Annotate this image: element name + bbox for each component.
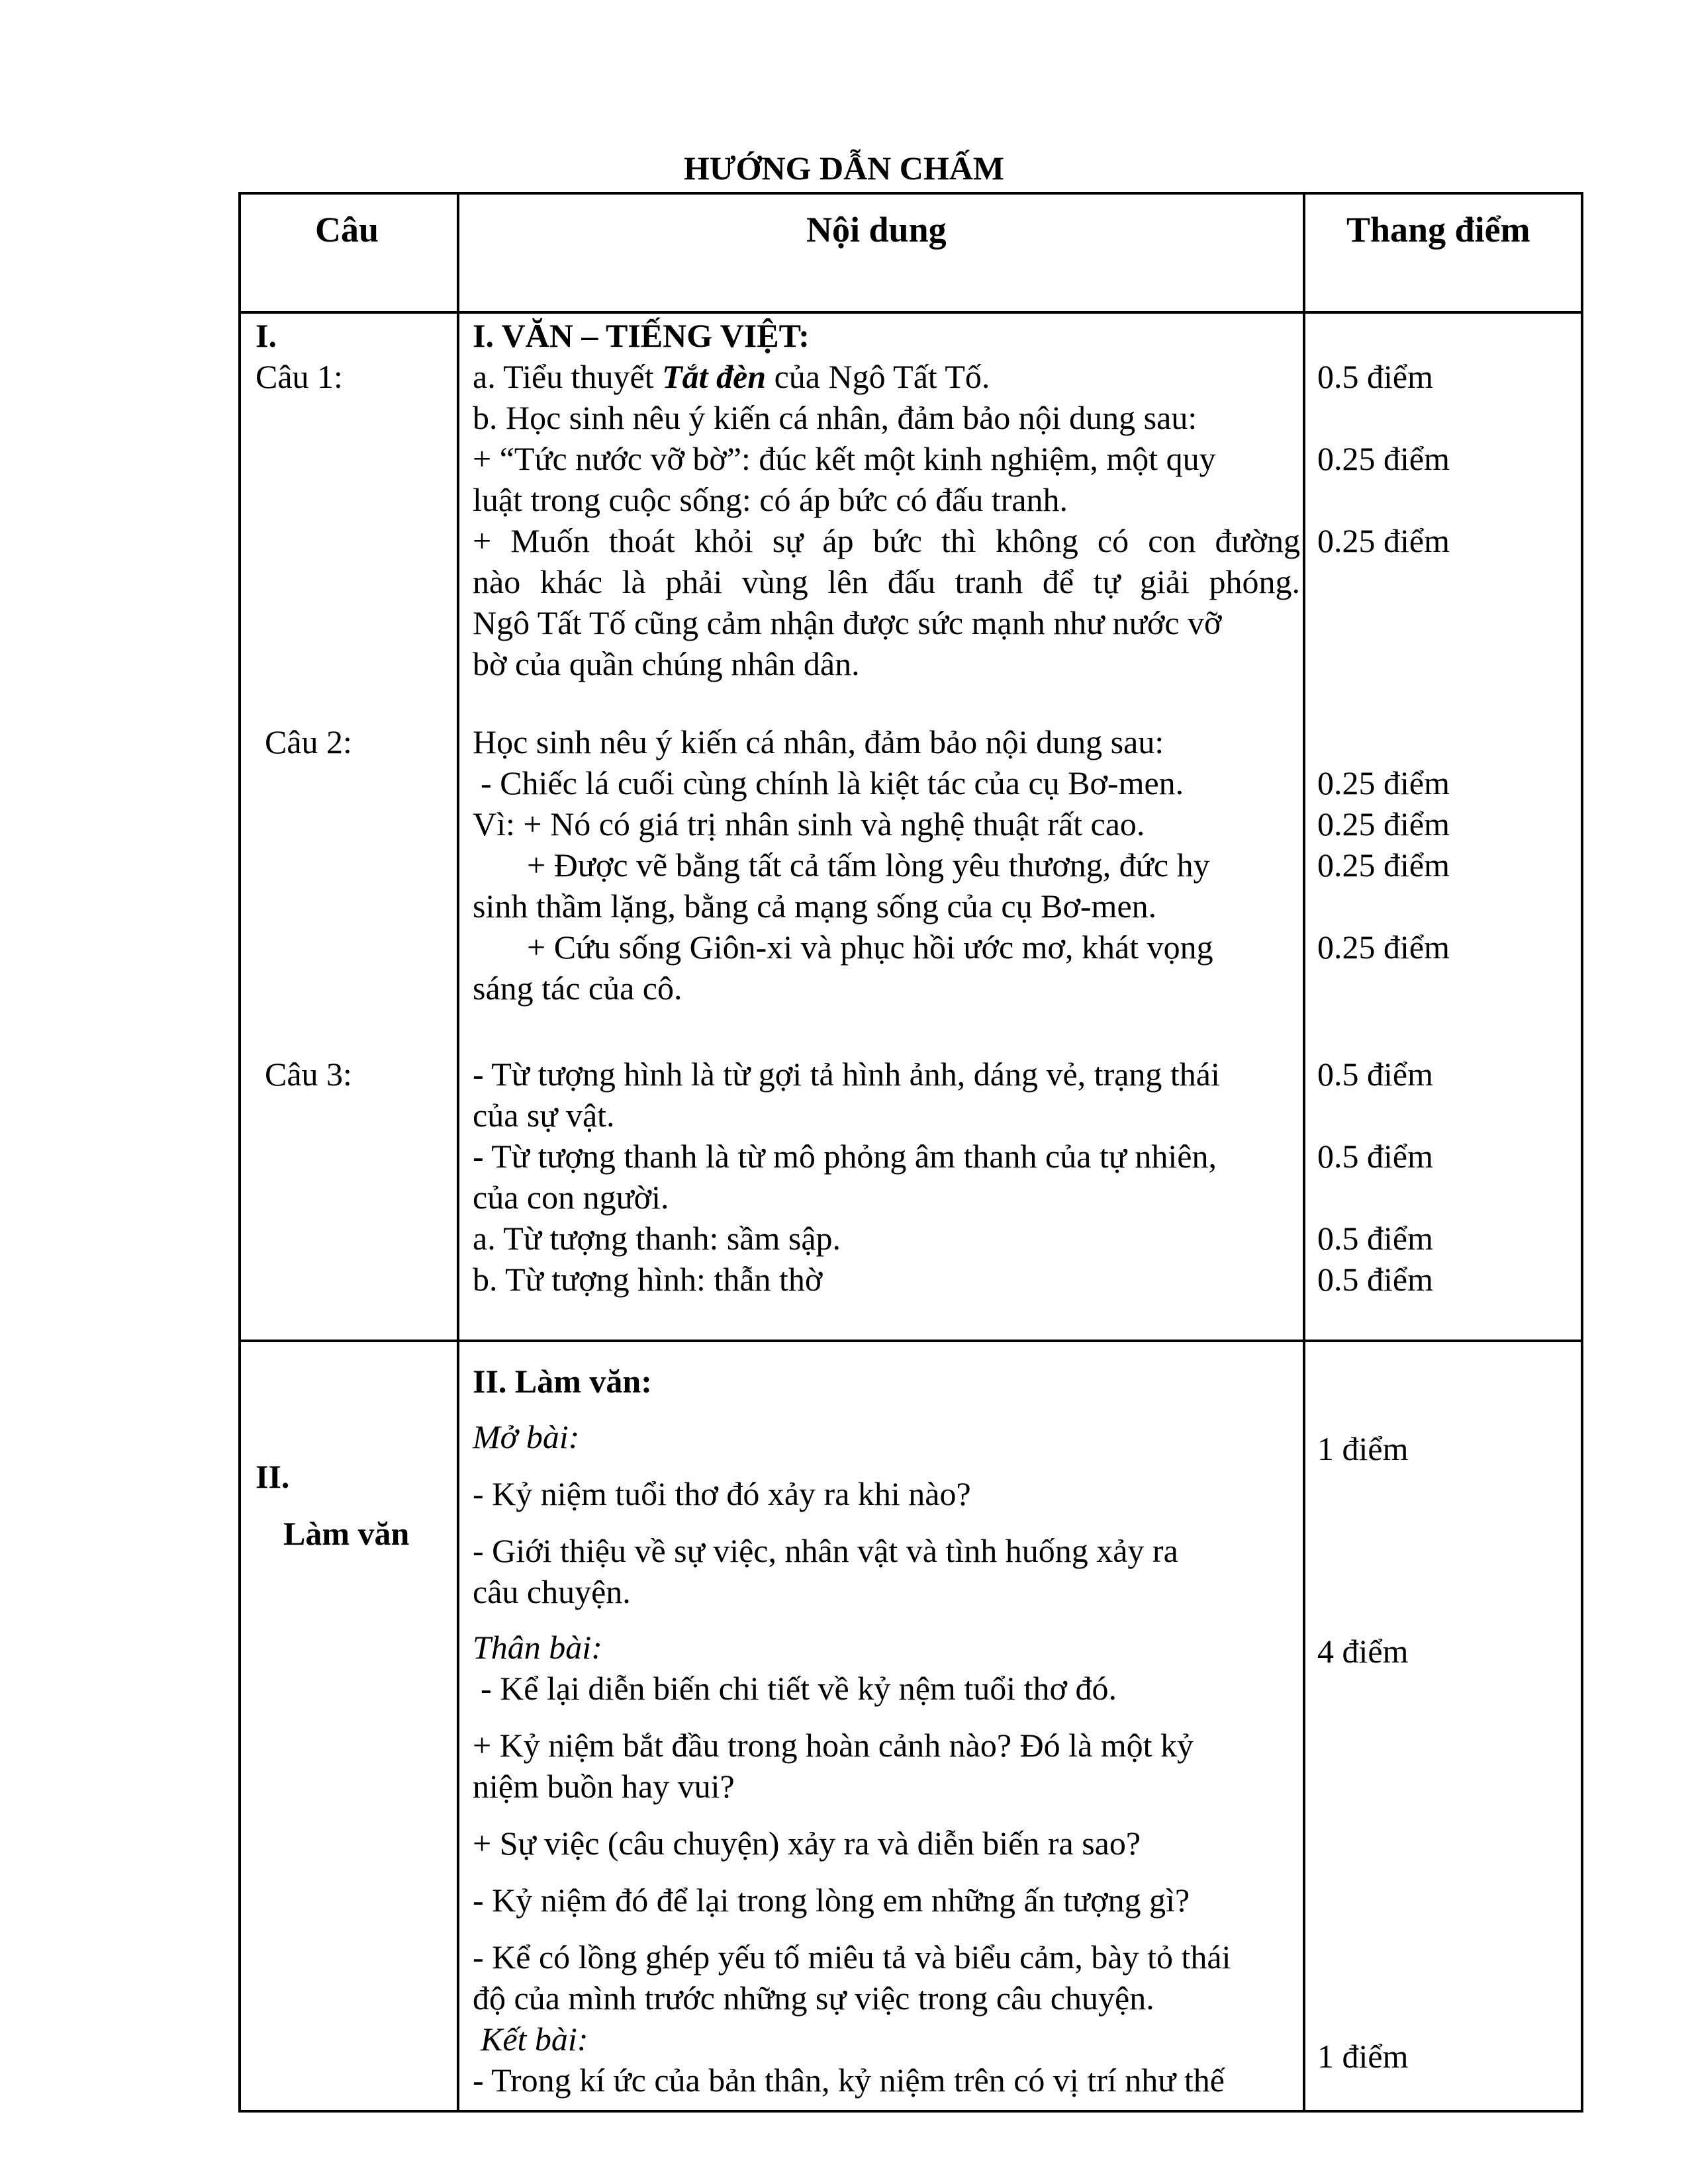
table-line xyxy=(238,2110,1583,2113)
score: 0.5 điểm xyxy=(1317,358,1433,395)
content-line: - Trong kí ức của bản thân, kỷ niệm trên có vị trí như thế xyxy=(473,2062,1225,2099)
part2-heading: II. Làm văn: xyxy=(473,1363,652,1400)
content-line: Học sinh nêu ý kiến cá nhân, đảm bảo nội dung sau: xyxy=(473,723,1164,760)
content-line: b. Từ tượng hình: thẫn thờ xyxy=(473,1261,823,1298)
question-2-label: Câu 2: xyxy=(265,723,352,760)
content-line: - Kỷ niệm tuổi thơ đó xảy ra khi nào? xyxy=(473,1475,971,1512)
header-thang-diem: Thang điểm xyxy=(1346,210,1530,250)
content-line: + “Tức nước vỡ bờ”: đúc kết một kinh nghiệm, một quy xyxy=(473,440,1216,477)
content-line: Vì: + Nó có giá trị nhân sinh và nghệ thuật rất cao. xyxy=(473,805,1145,842)
score: 1 điểm xyxy=(1317,2038,1409,2075)
content-line: niệm buồn hay vui? xyxy=(473,1768,735,1805)
content-line: của sự vật. xyxy=(473,1097,615,1134)
score: 0.5 điểm xyxy=(1317,1138,1433,1175)
page-title: HƯỚNG DẪN CHẤM xyxy=(683,150,1005,187)
score: 0.25 điểm xyxy=(1317,522,1450,559)
content-line: câu chuyện. xyxy=(473,1573,631,1610)
score: 0.25 điểm xyxy=(1317,846,1450,884)
content-line: sinh thầm lặng, bằng cả mạng sống của cụ Bơ-men. xyxy=(473,887,1157,925)
part1-heading: I. VĂN – TIẾNG VIỆT: xyxy=(473,317,810,354)
content-line: của con người. xyxy=(473,1179,669,1216)
content-line: luật trong cuộc sống: có áp bức có đấu tranh. xyxy=(473,481,1068,518)
content-line: độ của mình trước những sự việc trong câu chuyện. xyxy=(473,1979,1154,2017)
than-bai-label: Thân bài: xyxy=(473,1629,602,1666)
table-line xyxy=(238,192,1583,195)
score: 0.25 điểm xyxy=(1317,440,1450,477)
table-line xyxy=(238,311,1583,314)
score: 0.5 điểm xyxy=(1317,1056,1433,1093)
header-noi-dung: Nội dung xyxy=(806,210,947,250)
content-line: + Cứu sống Giôn-xi và phục hồi ước mơ, khát vọng xyxy=(527,929,1213,966)
content-line: - Kể lại diễn biến chi tiết về kỷ nệm tuổi thơ đó. xyxy=(481,1670,1117,1707)
part2-sublabel: Làm văn xyxy=(283,1515,410,1552)
content-line: + Kỷ niệm bắt đầu trong hoàn cảnh nào? Đó là một kỷ xyxy=(473,1727,1194,1764)
score: 0.25 điểm xyxy=(1317,929,1450,966)
score: 1 điểm xyxy=(1317,1430,1409,1467)
content-line: - Từ tượng hình là từ gợi tả hình ảnh, dáng vẻ, trạng thái xyxy=(473,1056,1220,1093)
answer-1a-prefix: a. Tiểu thuyết xyxy=(473,358,663,395)
content-line: nào khác là phải vùng lên đấu tranh để tự giải phóng. xyxy=(473,563,1300,600)
content-line: - Giới thiệu về sự việc, nhân vật và tình huống xảy ra xyxy=(473,1532,1178,1569)
question-3-label: Câu 3: xyxy=(265,1056,352,1093)
ket-bai-label: Kết bài: xyxy=(481,2021,588,2058)
content-line: bờ của quần chúng nhân dân. xyxy=(473,645,860,682)
answer-1a xyxy=(473,356,990,397)
header-cau: Câu xyxy=(315,210,379,250)
content-line: - Kỷ niệm đó để lại trong lòng em những ấn tượng gì? xyxy=(473,1882,1190,1919)
content-line: + Muốn thoát khỏi sự áp bức thì không có con đường xyxy=(473,522,1300,559)
score: 4 điểm xyxy=(1317,1633,1409,1670)
score: 0.25 điểm xyxy=(1317,805,1450,842)
score: 0.25 điểm xyxy=(1317,764,1450,801)
table-line xyxy=(238,192,241,2113)
novel-title: Tắt đèn xyxy=(662,358,767,395)
content-line: b. Học sinh nêu ý kiến cá nhân, đảm bảo nội dung sau: xyxy=(473,399,1197,436)
content-line: Ngô Tất Tố cũng cảm nhận được sức mạnh như nước vỡ xyxy=(473,604,1222,641)
answer-1a-suffix: của Ngô Tất Tố. xyxy=(766,358,990,395)
question-1-label: Câu 1: xyxy=(256,358,343,395)
part1-label: I. xyxy=(256,317,277,354)
part2-label: II. xyxy=(256,1458,290,1495)
content-line: - Kể có lồng ghép yếu tố miêu tả và biểu cảm, bày tỏ thái xyxy=(473,1938,1231,1976)
score: 0.5 điểm xyxy=(1317,1261,1433,1298)
mo-bai-label: Mở bài: xyxy=(473,1418,580,1455)
score: 0.5 điểm xyxy=(1317,1220,1433,1257)
content-line: + Được vẽ bằng tất cả tấm lòng yêu thương, đức hy xyxy=(527,846,1210,884)
table-line xyxy=(1303,192,1305,2113)
content-line: - Chiếc lá cuối cùng chính là kiệt tác của cụ Bơ-men. xyxy=(481,764,1184,801)
table-line xyxy=(238,1340,1583,1342)
content-line: a. Từ tượng thanh: sầm sập. xyxy=(473,1220,841,1257)
table-line xyxy=(1581,192,1583,2113)
content-line: sáng tác của cô. xyxy=(473,970,682,1007)
table-line xyxy=(457,192,459,2113)
content-line: - Từ tượng thanh là từ mô phỏng âm thanh của tự nhiên, xyxy=(473,1138,1217,1175)
content-line: + Sự việc (câu chuyện) xảy ra và diễn biến ra sao? xyxy=(473,1825,1141,1862)
